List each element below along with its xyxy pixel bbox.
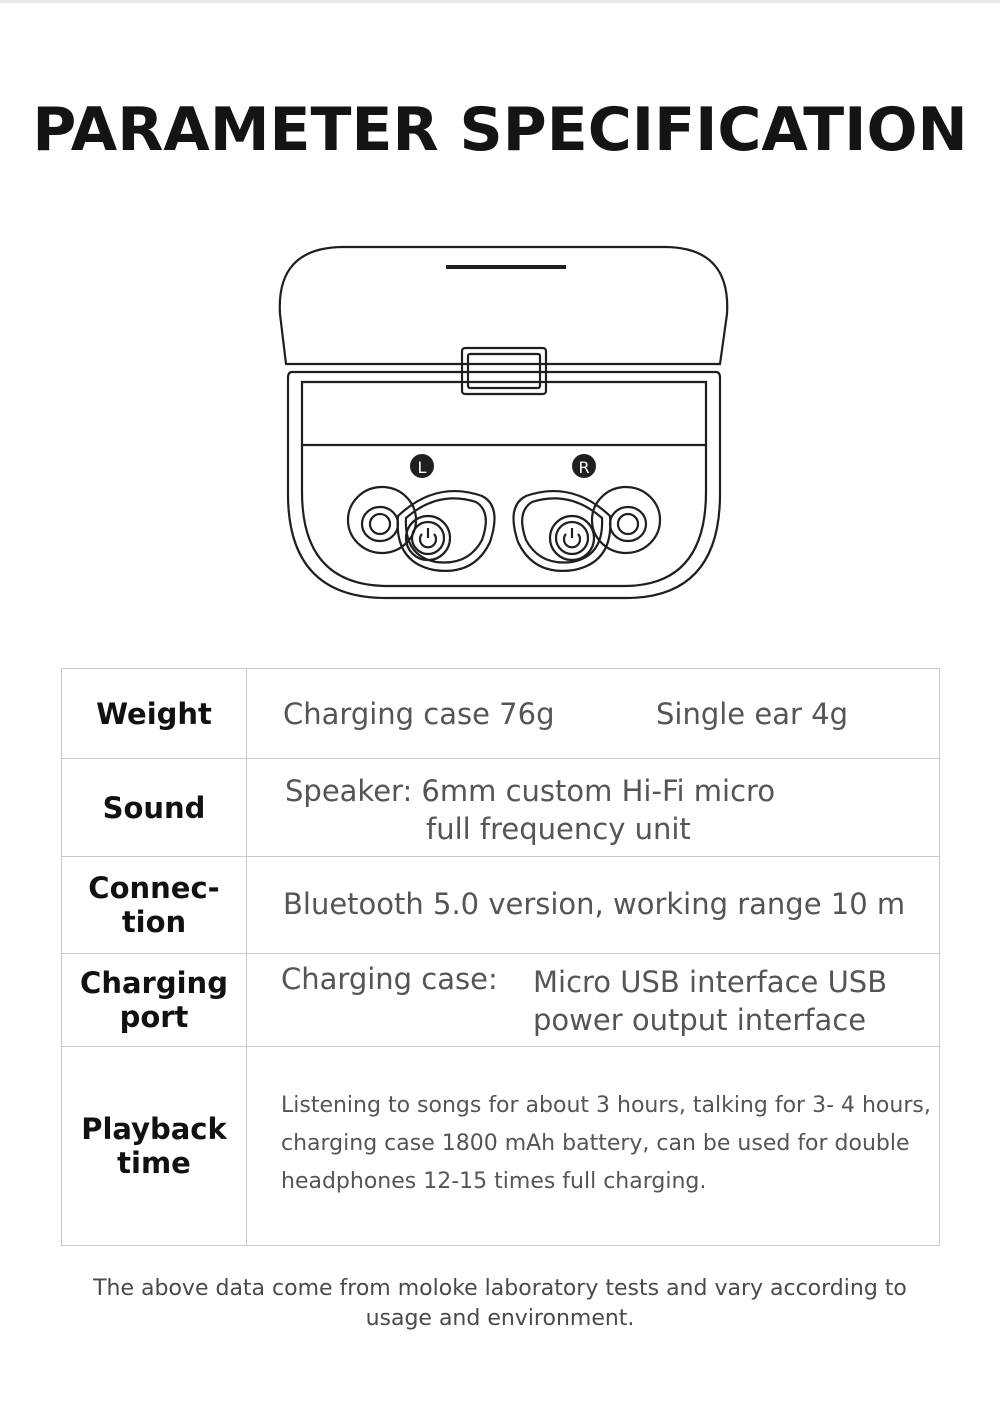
right-earbud-icon <box>514 487 661 571</box>
case-base-inner <box>302 382 706 586</box>
charging-port-label <box>62 954 247 1047</box>
playback-value <box>247 1047 940 1246</box>
connection-label-line-1: Connec- <box>88 871 220 905</box>
weight-ear: Single ear 4g <box>656 697 848 731</box>
connection-label-line-2: tion <box>121 905 187 939</box>
connection-value <box>247 857 940 954</box>
playback-label-line-1: Playback <box>81 1112 227 1146</box>
charging-port-label-line-2: port <box>119 1000 189 1034</box>
right-marker-label: R <box>578 458 590 477</box>
charging-port-line-2: power output interface <box>533 1003 867 1037</box>
sound-label: Sound <box>62 759 247 857</box>
footnote: The above data come from moloke laboratory tests and vary according to usage and environment. <box>93 1276 907 1331</box>
earbuds-case-illustration <box>276 244 732 604</box>
weight-value <box>247 669 940 759</box>
charging-port-line-1: Micro USB interface USB <box>533 965 888 999</box>
table-row <box>62 1047 940 1246</box>
playback-label-line-2: time <box>117 1146 191 1180</box>
charging-port-value <box>247 954 940 1047</box>
case-base <box>288 372 720 598</box>
sound-line-1: Speaker: 6mm custom Hi-Fi micro <box>285 774 776 808</box>
sound-value <box>247 759 940 857</box>
table-row <box>62 759 940 857</box>
table-row <box>62 857 940 954</box>
connection-label <box>62 857 247 954</box>
charging-port-label-line-1: Charging <box>80 966 228 1000</box>
table-row <box>62 669 940 759</box>
left-marker-label: L <box>417 458 427 477</box>
table-row <box>62 954 940 1047</box>
charging-port-key: Charging case: <box>281 962 498 996</box>
spec-table <box>61 668 940 1246</box>
case-lid <box>280 247 727 364</box>
weight-label: Weight <box>62 669 247 759</box>
page-title: PARAMETER SPECIFICATION <box>32 95 968 165</box>
top-divider <box>0 0 1000 3</box>
playback-label <box>62 1047 247 1246</box>
sound-line-2: full frequency unit <box>426 812 691 846</box>
connection-text: Bluetooth 5.0 version, working range 10 m <box>283 887 906 921</box>
weight-case: Charging case 76g <box>283 697 555 731</box>
left-earbud-icon <box>348 487 495 571</box>
playback-text: Listening to songs for about 3 hours, talking for 3- 4 hours, charging case 1800 mAh battery, can be used for double headphones 12-15 times full charging. <box>281 1093 931 1194</box>
